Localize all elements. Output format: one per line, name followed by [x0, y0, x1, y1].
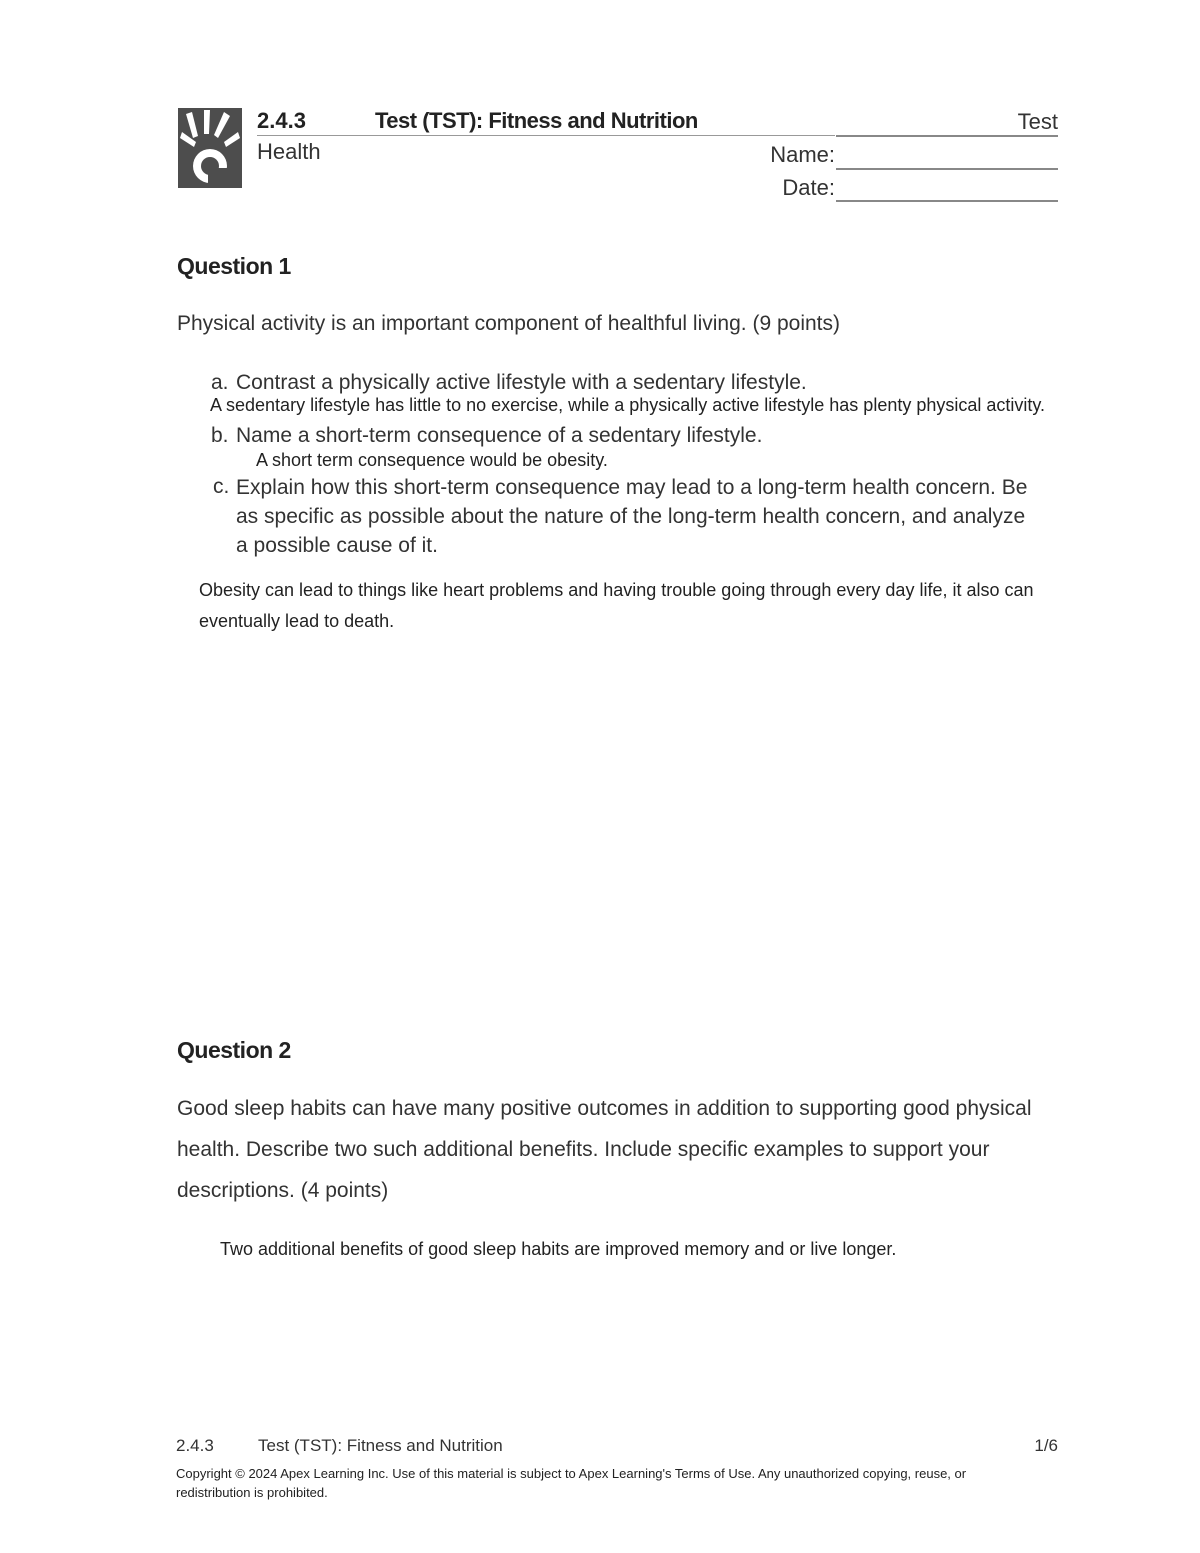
course-name: Health: [257, 139, 321, 164]
course-code: 2.4.3: [257, 108, 306, 133]
item-c-answer[interactable]: Obesity can lead to things like heart problems and having trouble going through every day life, it also can eventually lead to death.: [199, 580, 1034, 631]
document-title: Test (TST): Fitness and Nutrition: [375, 108, 698, 133]
copyright-notice: Copyright © 2024 Apex Learning Inc. Use of this material is subject to Apex Learning's Terms of Use. Any unauthorized copying, reuse, or redistribution is prohibited.: [176, 1466, 967, 1500]
item-c-text: Explain how this short-term consequence may lead to a long-term health concern. Be as specific as possible about the nature of the long-term health concern, and analyze a possible cause of it.: [236, 476, 1028, 557]
footer-title: Test (TST): Fitness and Nutrition: [258, 1436, 503, 1455]
type-divider: [836, 135, 1058, 137]
item-a-marker: a.: [211, 371, 229, 394]
item-a-answer[interactable]: A sedentary lifestyle has little to no exercise, while a physically active lifestyle has plenty physical activity.: [210, 395, 1046, 415]
question-2-answer[interactable]: Two additional benefits of good sleep habits are improved memory and or live longer.: [220, 1239, 897, 1259]
date-field[interactable]: [836, 200, 1058, 202]
item-b-marker: b.: [211, 424, 229, 447]
question-2-prompt: Good sleep habits can have many positive outcomes in addition to supporting good physical health. Describe two such additional benefits. Include specific examples to support your descriptions. (4 points): [177, 1097, 1032, 1202]
item-b-answer[interactable]: A short term consequence would be obesity.: [256, 450, 608, 470]
question-1-heading: Question 1: [177, 253, 291, 279]
page-number: 1/6: [1034, 1436, 1058, 1455]
item-c-marker: c.: [213, 475, 230, 498]
item-b-text: Name a short-term consequence of a sedentary lifestyle.: [236, 424, 763, 447]
question-2-heading: Question 2: [177, 1037, 291, 1063]
name-field[interactable]: [836, 168, 1058, 170]
header-divider: [257, 135, 835, 136]
item-a-text: Contrast a physically active lifestyle with a sedentary lifestyle.: [236, 371, 807, 394]
apex-learning-logo-icon: [178, 108, 242, 188]
name-label: Name:: [770, 142, 835, 167]
question-1-prompt: Physical activity is an important component of healthful living. (9 points): [177, 312, 840, 335]
footer-course-code: 2.4.3: [176, 1436, 214, 1455]
document-type: Test: [1017, 109, 1058, 134]
date-label: Date:: [782, 175, 835, 200]
